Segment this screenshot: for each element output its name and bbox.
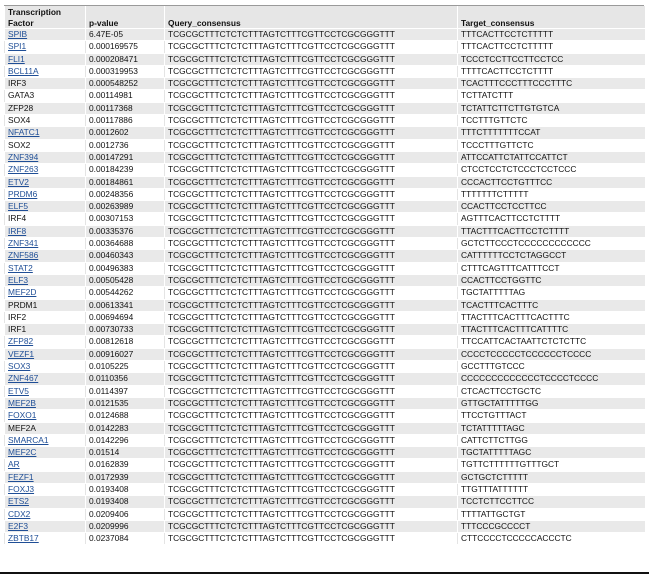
tf-link[interactable]: SMARCA1 bbox=[8, 434, 49, 445]
p-value-cell: 0.00117368 bbox=[86, 102, 165, 114]
query-consensus-cell: TCGCGCTTTCTCTCTTTAGTCTTTCGTTCCTCGCGGGTTT bbox=[165, 447, 458, 459]
target-consensus-cell: GCTCTTCCCTCCCCCCCCCCCC bbox=[458, 238, 645, 250]
tf-cell bbox=[5, 127, 86, 139]
tf-cell bbox=[5, 29, 86, 41]
table-row bbox=[5, 213, 645, 225]
p-value-cell: 0.0012736 bbox=[86, 139, 165, 151]
query-consensus-cell: TCGCGCTTTCTCTCTTTAGTCTTTCGTTCCTCGCGGGTTT bbox=[165, 336, 458, 348]
target-consensus-cell: CATTCTTCTTGG bbox=[458, 434, 645, 446]
tf-link[interactable]: ZNF467 bbox=[8, 373, 39, 384]
table-row bbox=[5, 225, 645, 237]
table-row bbox=[5, 397, 645, 409]
target-consensus-cell: GCCTTTGTCCC bbox=[458, 361, 645, 373]
tf-link[interactable]: SOX3 bbox=[8, 361, 31, 372]
table-row bbox=[5, 533, 645, 545]
target-consensus-cell: TCCCTCCTTCCTTCCTCC bbox=[458, 53, 645, 65]
tf-link[interactable]: AR bbox=[8, 459, 20, 470]
tf-link[interactable]: E2F3 bbox=[8, 520, 29, 531]
tf-cell bbox=[5, 410, 86, 422]
p-value-cell: 0.0110356 bbox=[86, 373, 165, 385]
query-consensus-cell: TCGCGCTTTCTCTCTTTAGTCTTTCGTTCCTCGCGGGTTT bbox=[165, 348, 458, 360]
table-row bbox=[5, 29, 645, 41]
tf-link[interactable]: ZNF341 bbox=[8, 238, 39, 249]
target-consensus-cell: TTTCACTTCCTCTTTTT bbox=[458, 41, 645, 53]
target-consensus-cell: CATTTTTTCCTCTAGGCCT bbox=[458, 250, 645, 262]
tf-cell bbox=[5, 434, 86, 446]
tf-cell bbox=[5, 361, 86, 373]
query-consensus-cell: TCGCGCTTTCTCTCTTTAGTCTTTCGTTCCTCGCGGGTTT bbox=[165, 250, 458, 262]
query-consensus-cell: TCGCGCTTTCTCTCTTTAGTCTTTCGTTCCTCGCGGGTTT bbox=[165, 115, 458, 127]
target-consensus-cell: TCCTCTTCCTTCC bbox=[458, 496, 645, 508]
table-row bbox=[5, 348, 645, 360]
query-consensus-cell: TCGCGCTTTCTCTCTTTAGTCTTTCGTTCCTCGCGGGTTT bbox=[165, 422, 458, 434]
p-value-cell: 0.00694694 bbox=[86, 311, 165, 323]
tf-link[interactable]: ETV5 bbox=[8, 385, 29, 396]
tf-link[interactable]: IRF8 bbox=[8, 225, 27, 236]
query-consensus-cell: TCGCGCTTTCTCTCTTTAGTCTTTCGTTCCTCGCGGGTTT bbox=[165, 361, 458, 373]
table-row bbox=[5, 176, 645, 188]
table-row bbox=[5, 422, 645, 434]
target-consensus-cell: TGCTATTTTTAG bbox=[458, 287, 645, 299]
query-consensus-cell: TCGCGCTTTCTCTCTTTAGTCTTTCGTTCCTCGCGGGTTT bbox=[165, 213, 458, 225]
p-value-cell: 0.00613341 bbox=[86, 299, 165, 311]
tf-link[interactable]: ZBTB17 bbox=[8, 533, 39, 544]
p-value-cell: 0.00147291 bbox=[86, 151, 165, 163]
tf-cell bbox=[5, 483, 86, 495]
query-consensus-cell: TCGCGCTTTCTCTCTTTAGTCTTTCGTTCCTCGCGGGTTT bbox=[165, 201, 458, 213]
tf-link[interactable]: ETV2 bbox=[8, 176, 29, 187]
query-consensus-cell: TCGCGCTTTCTCTCTTTAGTCTTTCGTTCCTCGCGGGTTT bbox=[165, 533, 458, 545]
tf-link[interactable]: ZNF394 bbox=[8, 151, 39, 162]
target-consensus-cell: CCCCTCCCCCTCCCCCCTCCCC bbox=[458, 348, 645, 360]
tf-cell bbox=[5, 373, 86, 385]
p-value-cell: 6.47E-05 bbox=[86, 29, 165, 41]
target-consensus-cell: TTTTCACTTCCTCTTTT bbox=[458, 65, 645, 77]
tf-cell bbox=[5, 139, 86, 151]
query-consensus-cell: TCGCGCTTTCTCTCTTTAGTCTTTCGTTCCTCGCGGGTTT bbox=[165, 520, 458, 532]
query-consensus-cell: TCGCGCTTTCTCTCTTTAGTCTTTCGTTCCTCGCGGGTTT bbox=[165, 127, 458, 139]
tf-name: PRDM1 bbox=[8, 299, 38, 310]
table-row bbox=[5, 483, 645, 495]
target-consensus-cell: GCTGCTCTTTTT bbox=[458, 471, 645, 483]
target-consensus-cell: TCTTATCTTT bbox=[458, 90, 645, 102]
p-value-cell: 0.00460343 bbox=[86, 250, 165, 262]
bottom-rule bbox=[0, 572, 649, 574]
query-consensus-cell: TCGCGCTTTCTCTCTTTAGTCTTTCGTTCCTCGCGGGTTT bbox=[165, 373, 458, 385]
tf-cell bbox=[5, 496, 86, 508]
query-consensus-cell: TCGCGCTTTCTCTCTTTAGTCTTTCGTTCCTCGCGGGTTT bbox=[165, 274, 458, 286]
tf-cell bbox=[5, 299, 86, 311]
p-value-cell: 0.00730733 bbox=[86, 324, 165, 336]
query-consensus-cell: TCGCGCTTTCTCTCTTTAGTCTTTCGTTCCTCGCGGGTTT bbox=[165, 53, 458, 65]
table-row bbox=[5, 508, 645, 520]
target-consensus-cell: TCCTTTGTTCTC bbox=[458, 115, 645, 127]
tf-link[interactable]: MEF2B bbox=[8, 397, 36, 408]
tf-cell bbox=[5, 508, 86, 520]
tf-cell bbox=[5, 164, 86, 176]
p-value-cell: 0.0193408 bbox=[86, 496, 165, 508]
table-row bbox=[5, 78, 645, 90]
tf-link[interactable]: MEF2C bbox=[8, 447, 37, 458]
target-consensus-cell: GTTGCTATTTTTGG bbox=[458, 397, 645, 409]
tf-cell bbox=[5, 311, 86, 323]
target-consensus-cell: TTACTTTCACTTTCATTTTC bbox=[458, 324, 645, 336]
tf-cell bbox=[5, 238, 86, 250]
tf-link[interactable]: FOXO1 bbox=[8, 410, 37, 421]
tf-cell bbox=[5, 151, 86, 163]
tf-cell bbox=[5, 459, 86, 471]
table-row bbox=[5, 324, 645, 336]
tf-cell bbox=[5, 447, 86, 459]
table-row bbox=[5, 410, 645, 422]
p-value-cell: 0.000548252 bbox=[86, 78, 165, 90]
target-consensus-cell: TTTCACTTCCTCTTTTT bbox=[458, 29, 645, 41]
header-transcription-factor: Transcription Factor bbox=[5, 6, 86, 29]
table-row bbox=[5, 385, 645, 397]
tf-cell bbox=[5, 274, 86, 286]
tf-link[interactable]: ZNF263 bbox=[8, 164, 39, 175]
table-row bbox=[5, 287, 645, 299]
tf-name: IRF2 bbox=[8, 311, 27, 322]
p-value-cell: 0.0121535 bbox=[86, 397, 165, 409]
query-consensus-cell: TCGCGCTTTCTCTCTTTAGTCTTTCGTTCCTCGCGGGTTT bbox=[165, 41, 458, 53]
tf-name: IRF4 bbox=[8, 213, 27, 224]
table-row bbox=[5, 520, 645, 532]
query-consensus-cell: TCGCGCTTTCTCTCTTTAGTCTTTCGTTCCTCGCGGGTTT bbox=[165, 496, 458, 508]
tf-link[interactable]: FEZF1 bbox=[8, 471, 34, 482]
target-consensus-cell: TCTATTCTTCTTGTGTCA bbox=[458, 102, 645, 114]
tf-cell bbox=[5, 324, 86, 336]
tf-link[interactable]: NFATC1 bbox=[8, 127, 40, 138]
target-consensus-cell: TCACTTTCCCTTTCCCTTTC bbox=[458, 78, 645, 90]
query-consensus-cell: TCGCGCTTTCTCTCTTTAGTCTTTCGTTCCTCGCGGGTTT bbox=[165, 410, 458, 422]
query-consensus-cell: TCGCGCTTTCTCTCTTTAGTCTTTCGTTCCTCGCGGGTTT bbox=[165, 459, 458, 471]
p-value-cell: 0.000169575 bbox=[86, 41, 165, 53]
tf-link[interactable]: STAT2 bbox=[8, 262, 33, 273]
table-row bbox=[5, 471, 645, 483]
p-value-cell: 0.00335376 bbox=[86, 225, 165, 237]
tf-name: MEF2A bbox=[8, 422, 36, 433]
query-consensus-cell: TCGCGCTTTCTCTCTTTAGTCTTTCGTTCCTCGCGGGTTT bbox=[165, 311, 458, 323]
table-row bbox=[5, 262, 645, 274]
target-consensus-cell: TTTCTTTTTTTCCAT bbox=[458, 127, 645, 139]
query-consensus-cell: TCGCGCTTTCTCTCTTTAGTCTTTCGTTCCTCGCGGGTTT bbox=[165, 262, 458, 274]
tf-link[interactable]: FLI1 bbox=[8, 53, 25, 64]
p-value-cell: 0.0012602 bbox=[86, 127, 165, 139]
p-value-cell: 0.00812618 bbox=[86, 336, 165, 348]
target-consensus-cell: TTCCTGTTTACT bbox=[458, 410, 645, 422]
p-value-cell: 0.00263989 bbox=[86, 201, 165, 213]
target-consensus-cell: CCACTTCCTGGTTC bbox=[458, 274, 645, 286]
header-query-consensus: Query_consensus bbox=[165, 6, 458, 29]
target-consensus-cell: TGCTATTTTTAGC bbox=[458, 447, 645, 459]
target-consensus-cell: AGTTTCACTTCCTCTTTT bbox=[458, 213, 645, 225]
table-row bbox=[5, 164, 645, 176]
target-consensus-cell: TTGTTTATTTTTT bbox=[458, 483, 645, 495]
p-value-cell: 0.0172939 bbox=[86, 471, 165, 483]
p-value-cell: 0.0209996 bbox=[86, 520, 165, 532]
table-row bbox=[5, 496, 645, 508]
results-table-container bbox=[4, 5, 644, 545]
tf-cell bbox=[5, 176, 86, 188]
table-row bbox=[5, 447, 645, 459]
tf-name: GATA3 bbox=[8, 90, 35, 101]
query-consensus-cell: TCGCGCTTTCTCTCTTTAGTCTTTCGTTCCTCGCGGGTTT bbox=[165, 299, 458, 311]
target-consensus-cell: TTACTTTCACTTTCACTTTC bbox=[458, 311, 645, 323]
table-row bbox=[5, 127, 645, 139]
query-consensus-cell: TCGCGCTTTCTCTCTTTAGTCTTTCGTTCCTCGCGGGTTT bbox=[165, 176, 458, 188]
header-target-consensus: Target_consensus bbox=[458, 6, 645, 29]
table-row bbox=[5, 274, 645, 286]
table-row bbox=[5, 311, 645, 323]
target-consensus-cell: TCTATTTTTAGC bbox=[458, 422, 645, 434]
table-row bbox=[5, 361, 645, 373]
table-row bbox=[5, 373, 645, 385]
table-row bbox=[5, 151, 645, 163]
p-value-cell: 0.00114981 bbox=[86, 90, 165, 102]
p-value-cell: 0.0209406 bbox=[86, 508, 165, 520]
query-consensus-cell: TCGCGCTTTCTCTCTTTAGTCTTTCGTTCCTCGCGGGTTT bbox=[165, 324, 458, 336]
p-value-cell: 0.0193408 bbox=[86, 483, 165, 495]
tf-cell bbox=[5, 225, 86, 237]
tf-cell bbox=[5, 41, 86, 53]
table-row bbox=[5, 250, 645, 262]
tf-link[interactable]: ZFP82 bbox=[8, 336, 34, 347]
p-value-cell: 0.00248356 bbox=[86, 188, 165, 200]
p-value-cell: 0.0124688 bbox=[86, 410, 165, 422]
table-row bbox=[5, 139, 645, 151]
query-consensus-cell: TCGCGCTTTCTCTCTTTAGTCTTTCGTTCCTCGCGGGTTT bbox=[165, 90, 458, 102]
p-value-cell: 0.0114397 bbox=[86, 385, 165, 397]
tf-cell bbox=[5, 348, 86, 360]
tf-cell bbox=[5, 336, 86, 348]
table-row bbox=[5, 41, 645, 53]
p-value-cell: 0.0237084 bbox=[86, 533, 165, 545]
query-consensus-cell: TCGCGCTTTCTCTCTTTAGTCTTTCGTTCCTCGCGGGTTT bbox=[165, 78, 458, 90]
p-value-cell: 0.00505428 bbox=[86, 274, 165, 286]
tf-name: IRF3 bbox=[8, 78, 27, 89]
p-value-cell: 0.00916027 bbox=[86, 348, 165, 360]
query-consensus-cell: TCGCGCTTTCTCTCTTTAGTCTTTCGTTCCTCGCGGGTTT bbox=[165, 225, 458, 237]
table-row bbox=[5, 188, 645, 200]
query-consensus-cell: TCGCGCTTTCTCTCTTTAGTCTTTCGTTCCTCGCGGGTTT bbox=[165, 434, 458, 446]
query-consensus-cell: TCGCGCTTTCTCTCTTTAGTCTTTCGTTCCTCGCGGGTTT bbox=[165, 397, 458, 409]
tf-cell bbox=[5, 262, 86, 274]
query-consensus-cell: TCGCGCTTTCTCTCTTTAGTCTTTCGTTCCTCGCGGGTTT bbox=[165, 151, 458, 163]
query-consensus-cell: TCGCGCTTTCTCTCTTTAGTCTTTCGTTCCTCGCGGGTTT bbox=[165, 102, 458, 114]
tf-cell bbox=[5, 533, 86, 545]
p-value-cell: 0.00184239 bbox=[86, 164, 165, 176]
tf-cell bbox=[5, 250, 86, 262]
query-consensus-cell: TCGCGCTTTCTCTCTTTAGTCTTTCGTTCCTCGCGGGTTT bbox=[165, 238, 458, 250]
tf-cell bbox=[5, 520, 86, 532]
tf-link[interactable]: SPIB bbox=[8, 29, 28, 39]
table-row bbox=[5, 299, 645, 311]
p-value-cell: 0.00544262 bbox=[86, 287, 165, 299]
query-consensus-cell: TCGCGCTTTCTCTCTTTAGTCTTTCGTTCCTCGCGGGTTT bbox=[165, 508, 458, 520]
target-consensus-cell: CCCCCCCCCCCCCTCCCCTCCCC bbox=[458, 373, 645, 385]
table-row bbox=[5, 115, 645, 127]
target-consensus-cell: TTTTATTGCTGT bbox=[458, 508, 645, 520]
target-consensus-cell: TGTTCTTTTTTGTTTGCT bbox=[458, 459, 645, 471]
p-value-cell: 0.01514 bbox=[86, 447, 165, 459]
table-row bbox=[5, 53, 645, 65]
p-value-cell: 0.00307153 bbox=[86, 213, 165, 225]
p-value-cell: 0.0105225 bbox=[86, 361, 165, 373]
p-value-cell: 0.00117886 bbox=[86, 115, 165, 127]
tf-link[interactable]: FOXJ3 bbox=[8, 483, 35, 494]
table-row bbox=[5, 65, 645, 77]
p-value-cell: 0.000208471 bbox=[86, 53, 165, 65]
p-value-cell: 0.00364688 bbox=[86, 238, 165, 250]
tf-link[interactable]: ZNF586 bbox=[8, 250, 39, 261]
tf-cell bbox=[5, 397, 86, 409]
tf-cell bbox=[5, 385, 86, 397]
tf-cell bbox=[5, 115, 86, 127]
tf-link[interactable]: CDX2 bbox=[8, 508, 31, 519]
table-header bbox=[5, 6, 645, 29]
header-p-value: p-value bbox=[86, 6, 165, 29]
tf-cell bbox=[5, 78, 86, 90]
query-consensus-cell: TCGCGCTTTCTCTCTTTAGTCTTTCGTTCCTCGCGGGTTT bbox=[165, 65, 458, 77]
tf-link[interactable]: VEZF1 bbox=[8, 348, 35, 359]
p-value-cell: 0.0142283 bbox=[86, 422, 165, 434]
table-row bbox=[5, 102, 645, 114]
tf-name: IRF1 bbox=[8, 324, 27, 335]
target-consensus-cell: CTCACTTCCTGCTC bbox=[458, 385, 645, 397]
results-table bbox=[4, 6, 645, 545]
table-row bbox=[5, 238, 645, 250]
query-consensus-cell: TCGCGCTTTCTCTCTTTAGTCTTTCGTTCCTCGCGGGTTT bbox=[165, 188, 458, 200]
table-row bbox=[5, 90, 645, 102]
table-row bbox=[5, 434, 645, 446]
target-consensus-cell: ATTCCATTCTATTCCATTCT bbox=[458, 151, 645, 163]
table-row bbox=[5, 336, 645, 348]
table-row bbox=[5, 201, 645, 213]
query-consensus-cell: TCGCGCTTTCTCTCTTTAGTCTTTCGTTCCTCGCGGGTTT bbox=[165, 287, 458, 299]
target-consensus-cell: TCACTTTCACTTTC bbox=[458, 299, 645, 311]
tf-cell bbox=[5, 53, 86, 65]
query-consensus-cell: TCGCGCTTTCTCTCTTTAGTCTTTCGTTCCTCGCGGGTTT bbox=[165, 483, 458, 495]
p-value-cell: 0.00496383 bbox=[86, 262, 165, 274]
tf-cell bbox=[5, 90, 86, 102]
p-value-cell: 0.00184861 bbox=[86, 176, 165, 188]
tf-name: ZFP28 bbox=[8, 102, 34, 113]
tf-cell bbox=[5, 102, 86, 114]
tf-cell bbox=[5, 287, 86, 299]
target-consensus-cell: CTCCTCCTCTCCCTCCTCCC bbox=[458, 164, 645, 176]
query-consensus-cell: TCGCGCTTTCTCTCTTTAGTCTTTCGTTCCTCGCGGGTTT bbox=[165, 29, 458, 41]
p-value-cell: 0.000319953 bbox=[86, 65, 165, 77]
tf-name: SOX4 bbox=[8, 115, 31, 126]
tf-link[interactable]: ETS2 bbox=[8, 496, 29, 507]
tf-link[interactable]: MEF2D bbox=[8, 287, 37, 298]
tf-cell bbox=[5, 65, 86, 77]
query-consensus-cell: TCGCGCTTTCTCTCTTTAGTCTTTCGTTCCTCGCGGGTTT bbox=[165, 471, 458, 483]
p-value-cell: 0.0142296 bbox=[86, 434, 165, 446]
tf-link[interactable]: PRDM6 bbox=[8, 188, 38, 199]
tf-link[interactable]: ELF3 bbox=[8, 274, 29, 285]
tf-name: SOX2 bbox=[8, 139, 31, 150]
tf-cell bbox=[5, 201, 86, 213]
query-consensus-cell: TCGCGCTTTCTCTCTTTAGTCTTTCGTTCCTCGCGGGTTT bbox=[165, 385, 458, 397]
table-row bbox=[5, 459, 645, 471]
target-consensus-cell: TTTTTTTCTTTTT bbox=[458, 188, 645, 200]
target-consensus-cell: CCACTTCCTCCTTCC bbox=[458, 201, 645, 213]
target-consensus-cell: CCCACTTCCTGTTTCC bbox=[458, 176, 645, 188]
tf-cell bbox=[5, 213, 86, 225]
p-value-cell: 0.0162839 bbox=[86, 459, 165, 471]
tf-link[interactable]: BCL11A bbox=[8, 65, 39, 76]
target-consensus-cell: CTTCCCCTCCCCCACCCTC bbox=[458, 533, 645, 545]
target-consensus-cell: CTTTCAGTTTCATTTCCT bbox=[458, 262, 645, 274]
target-consensus-cell: TCCCTTTGTTCTC bbox=[458, 139, 645, 151]
query-consensus-cell: TCGCGCTTTCTCTCTTTAGTCTTTCGTTCCTCGCGGGTTT bbox=[165, 164, 458, 176]
target-consensus-cell: TTTCCCGCCCCT bbox=[458, 520, 645, 532]
query-consensus-cell: TCGCGCTTTCTCTCTTTAGTCTTTCGTTCCTCGCGGGTTT bbox=[165, 139, 458, 151]
table-body bbox=[5, 29, 645, 545]
tf-cell bbox=[5, 422, 86, 434]
tf-cell bbox=[5, 471, 86, 483]
tf-link[interactable]: SPI1 bbox=[8, 41, 27, 52]
target-consensus-cell: TTCCATTCACTAATTCTCTCTTC bbox=[458, 336, 645, 348]
target-consensus-cell: TTACTTTCACTTCCTCTTTT bbox=[458, 225, 645, 237]
tf-cell bbox=[5, 188, 86, 200]
tf-link[interactable]: ELF5 bbox=[8, 201, 29, 212]
